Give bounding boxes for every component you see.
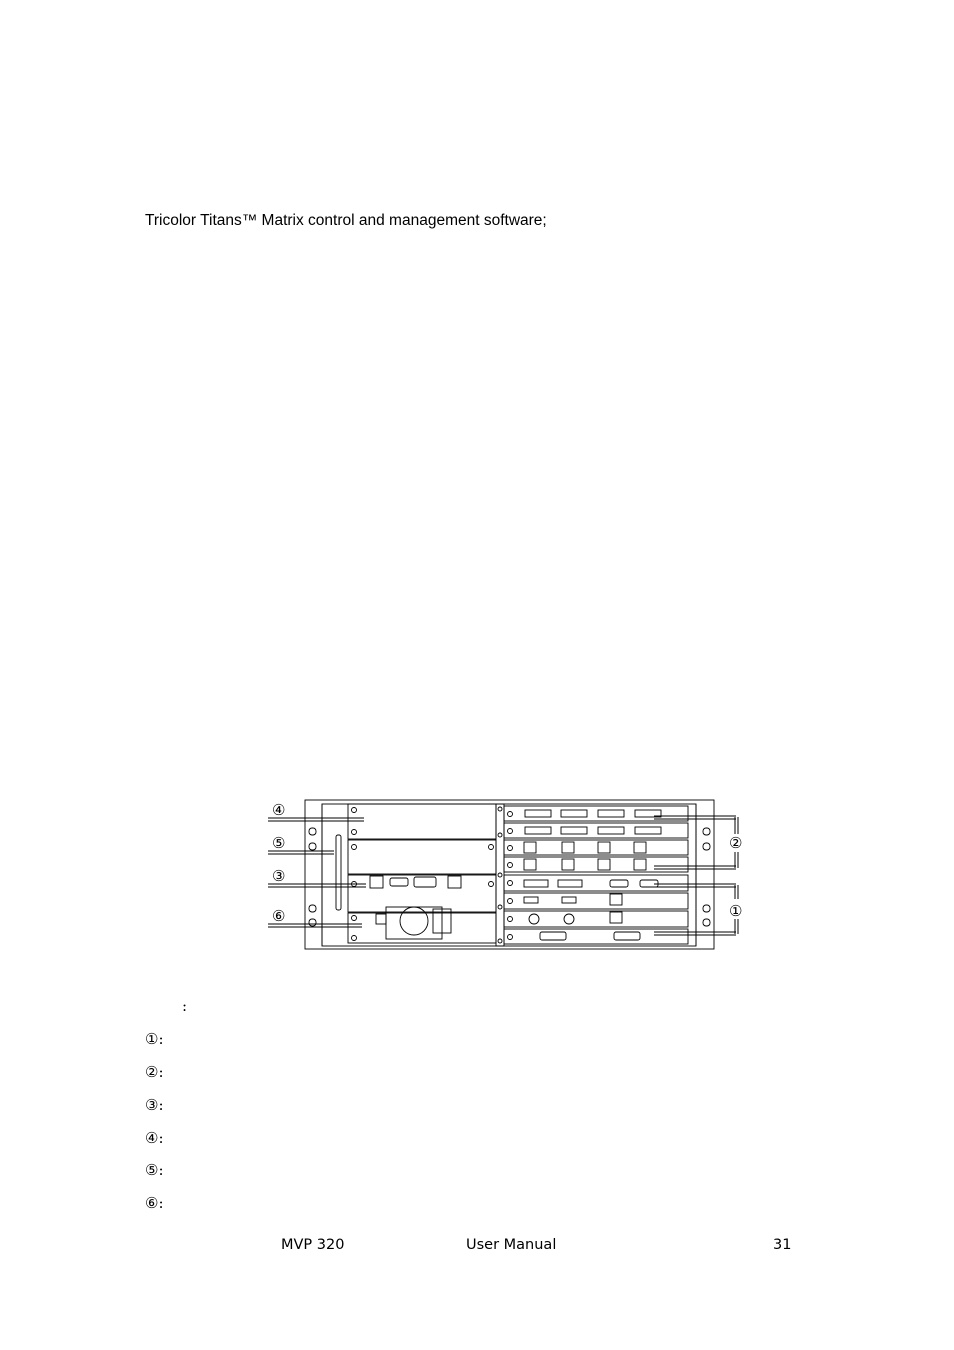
legend-marker: ④	[145, 1129, 159, 1147]
callout-2: ②	[729, 834, 743, 852]
legend-text: :	[158, 1063, 164, 1081]
legend-marker: ②	[145, 1063, 159, 1081]
callout-4: ④	[272, 801, 286, 819]
legend-heading: :	[182, 997, 188, 1015]
legend-marker: ⑤	[145, 1161, 159, 1179]
rear-panel-diagram	[262, 795, 748, 955]
legend-item	[145, 1129, 164, 1147]
callout-3: ③	[272, 867, 286, 885]
intro-line: Tricolor Titans™ Matrix control and management software;	[145, 212, 547, 229]
legend-item	[145, 1161, 164, 1179]
footer-model: MVP 320	[281, 1237, 345, 1253]
legend-item	[145, 1194, 164, 1212]
legend-marker: ③	[145, 1096, 159, 1114]
legend-item	[145, 1063, 164, 1081]
legend-text: :	[158, 1096, 164, 1114]
legend-text: :	[158, 1194, 164, 1212]
legend-text: :	[158, 1030, 164, 1048]
legend-marker: ⑥	[145, 1194, 159, 1212]
callout-6: ⑥	[272, 907, 286, 925]
legend-text: :	[158, 1129, 164, 1147]
callout-1: ①	[729, 902, 743, 920]
legend-item	[145, 1030, 164, 1048]
legend-item	[145, 1096, 164, 1114]
footer-title: User Manual	[466, 1237, 557, 1253]
page-number: 31	[773, 1237, 792, 1253]
callout-5: ⑤	[272, 834, 286, 852]
legend-text: :	[158, 1161, 164, 1179]
legend-marker: ①	[145, 1030, 159, 1048]
